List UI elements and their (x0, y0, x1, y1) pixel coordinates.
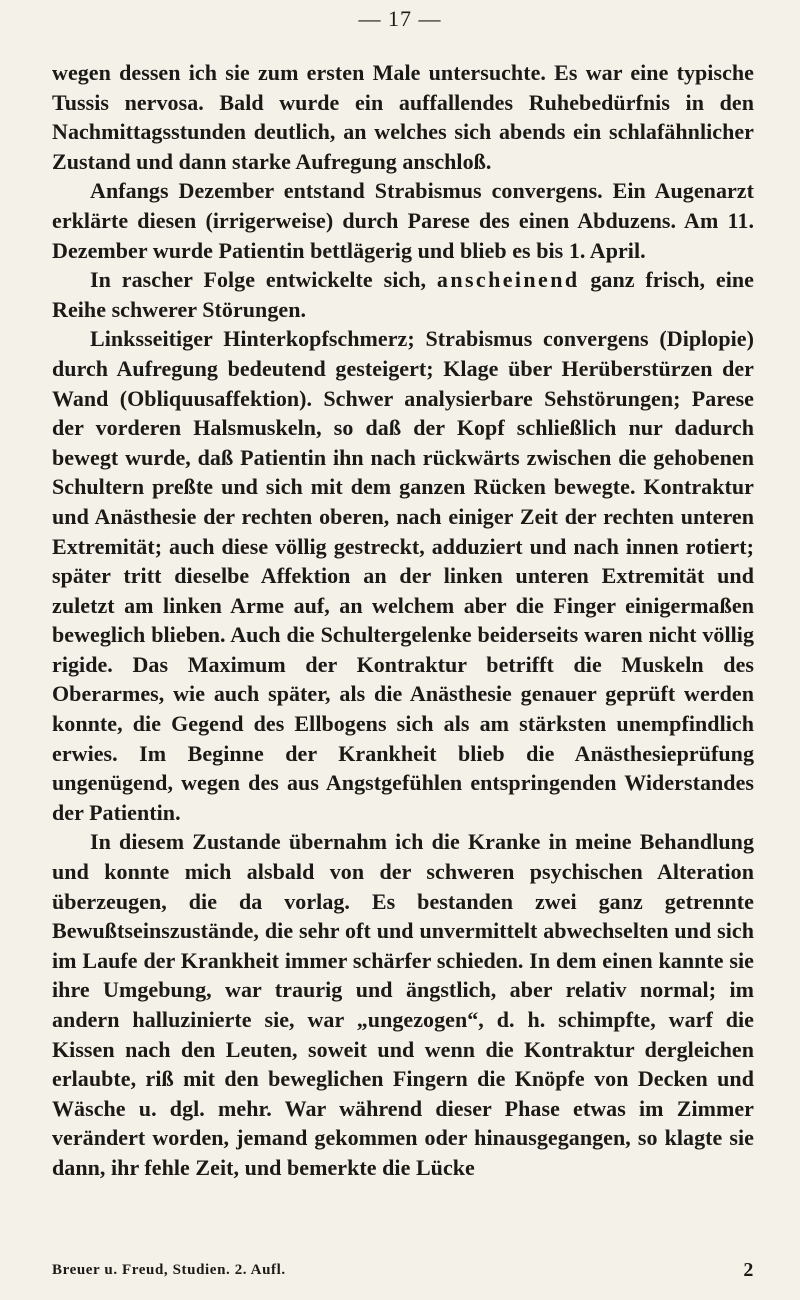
paragraph-2: Anfangs Dezember entstand Strabismus convergens. Ein Augenarzt erklärte diesen (irrigerweise) durch Parese des einen Abduzens. Am 11. Dezember wurde Patientin bettlägerig und blieb es bis 1. April. (52, 178, 754, 263)
paragraph-3 (52, 265, 754, 324)
page-number: — 17 — (358, 6, 442, 31)
paragraph-3-emphasis: anscheinend (436, 267, 580, 293)
paragraph-3-text-before: In rascher Folge entwickelte sich, (90, 267, 437, 293)
paragraph-5: In diesem Zustande übernahm ich die Kranke in meine Behandlung und konnte mich alsbald von der schweren psychischen Alteration überzeugen, die da vorlag. Es bestanden zwei ganz getrennte Bewußtseinszustände, die sehr oft und unvermittelt abwechselten und sich im Laufe der Krankheit immer schärfer schieden. In dem einen kannte sie ihre Umgebung, war traurig und ängstlich, aber relativ normal; im andern halluzinierte sie, war „ungezogen“, d. h. schimpfte, warf die Kissen nach den Leuten, soweit und wenn die Kontraktur dergleichen erlaubte, riß mit den beweglichen Fingern die Knöpfe von Decken und Wäsche u. dgl. mehr. War während dieser Phase etwas im Zimmer verändert worden, jemand gekommen oder hinausgegangen, so klagte sie dann, ihr fehle Zeit, und bemerkte die Lücke (52, 829, 754, 1180)
page-footer (52, 1259, 754, 1281)
paragraph-4: Linksseitiger Hinterkopfschmerz; Strabismus convergens (Diplopie) durch Aufregung bedeutend gesteigert; Klage über Herüberstürzen der Wand (Obliquusaffektion). Schwer analysierbare Sehstörungen; Parese der vorderen Halsmuskeln, so daß der Kopf schließlich nur dadurch bewegt wurde, daß Patientin ihn nach rückwärts zwischen die gehobenen Schultern preßte und sich mit dem ganzen Rücken bewegte. Kontraktur und Anästhesie der rechten oberen, nach einiger Zeit der rechten unteren Extremität; auch diese völlig gestreckt, adduziert und nach innen rotiert; später tritt dieselbe Affektion an der linken unteren Extremität und zuletzt am linken Arme auf, an welchem aber die Finger einigermaßen beweglich blieben. Auch die Schultergelenke beiderseits waren nicht völlig rigide. Das Maximum der Kontraktur betrifft die Muskeln des Oberarmes, wie auch später, als die Anästhesie genauer geprüft werden konnte, die Gegend des Ellbogens sich als am stärksten unempfindlich erwies. Im Beginne der Krankheit blieb die Anästhesieprüfung ungenügend, wegen des aus Angstgefühlen entspringenden Widerstandes der Patientin. (52, 326, 754, 825)
footer-source: Breuer u. Freud, Studien. 2. Aufl. (52, 1262, 286, 1278)
body-text (52, 58, 754, 1183)
paragraph-3-text-after: ganz frisch, eine Reihe schwerer Störungen. (52, 267, 754, 322)
signature-mark: 2 (743, 1259, 754, 1281)
paragraph-1: wegen dessen ich sie zum ersten Male untersuchte. Es war eine typische Tussis nervosa. Bald wurde ein auffallendes Ruhebedürfnis in den Nachmittagsstunden deutlich, an welches sich abends ein schlafähnlicher Zustand und dann starke Aufregung anschloß. (52, 60, 754, 174)
